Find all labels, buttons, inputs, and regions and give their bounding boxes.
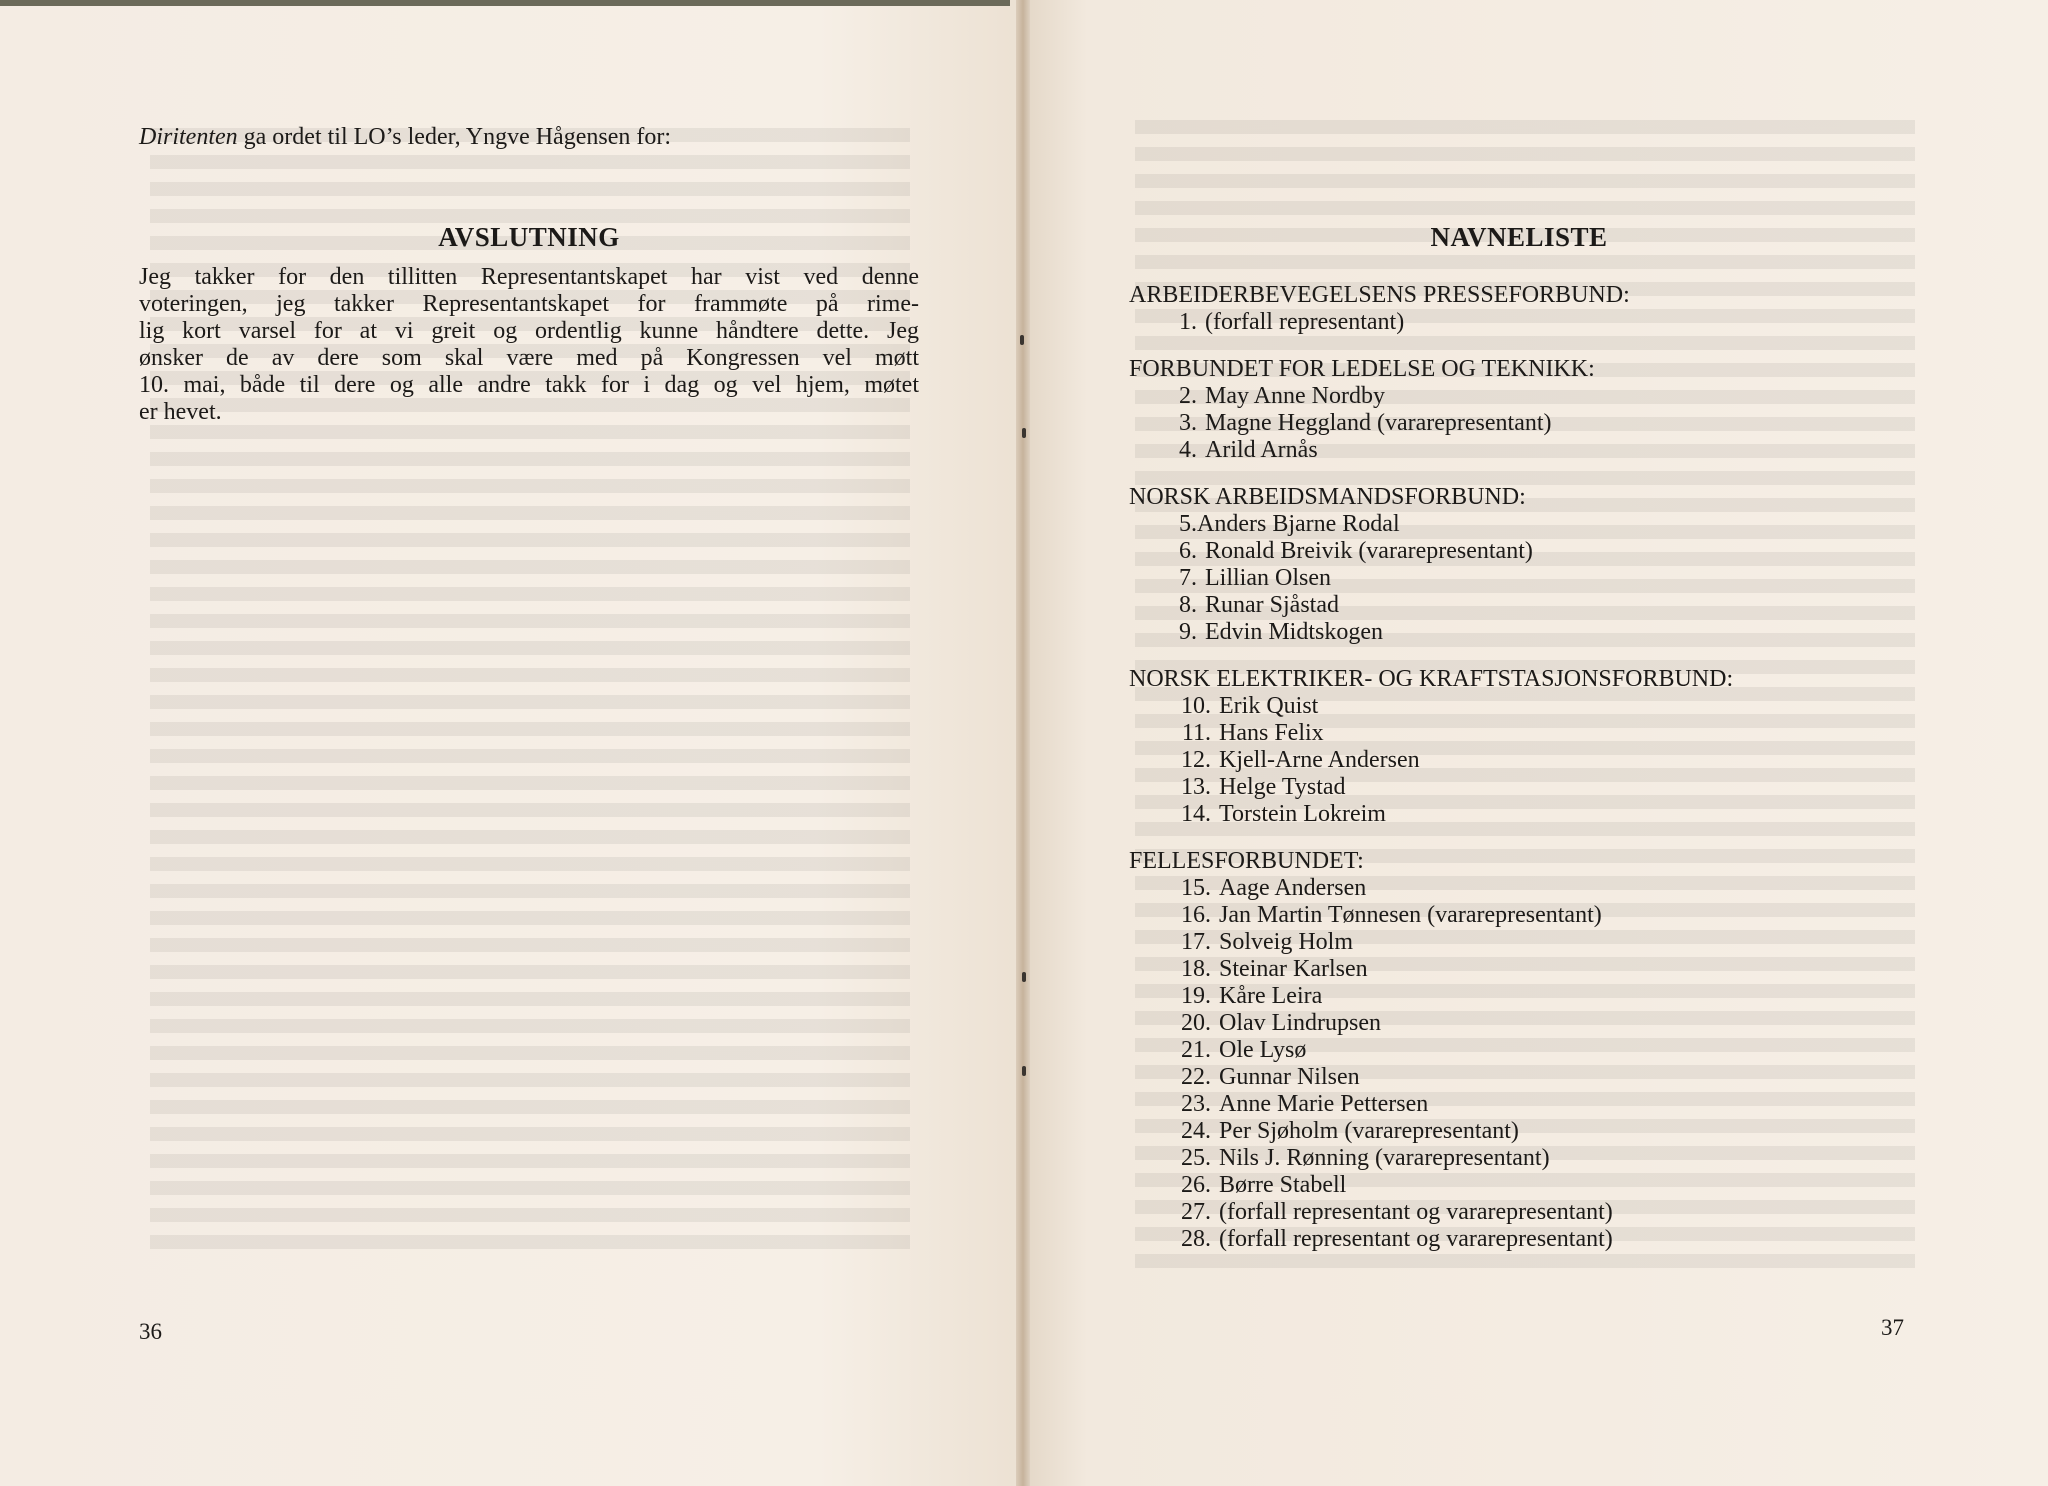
member-row <box>1129 437 1929 464</box>
member-name: Kåre Leira <box>1219 983 1323 1009</box>
member-name: Kjell-Arne Andersen <box>1219 747 1420 773</box>
member-number: 2. <box>1179 383 1197 409</box>
member-row <box>1129 592 1929 619</box>
member-row <box>1129 747 1929 774</box>
member-row <box>1129 1118 1929 1145</box>
member-name: Anne Marie Pettersen <box>1219 1091 1429 1117</box>
member-name: Edvin Midtskogen <box>1205 619 1383 645</box>
member-row <box>1129 1064 1929 1091</box>
union-group <box>1129 848 1929 1253</box>
member-name: Lillian Olsen <box>1205 565 1331 591</box>
section-heading: AVSLUTNING <box>438 222 620 252</box>
binding-mark <box>1022 428 1026 438</box>
member-row <box>1129 1199 1929 1226</box>
member-row <box>1129 956 1929 983</box>
member-row <box>1129 801 1929 828</box>
member-number: 11. <box>1181 720 1211 746</box>
member-number: 14. <box>1181 801 1211 827</box>
member-name: Arild Arnås <box>1205 437 1318 463</box>
union-group <box>1129 484 1929 646</box>
member-number: 5. <box>1179 511 1197 537</box>
paragraph-line: ønsker de av dere som skal være med på Kongressen vel møtt <box>139 345 919 371</box>
binding-mark <box>1022 1066 1026 1076</box>
union-group <box>1129 282 1929 336</box>
binding-mark <box>1020 335 1024 345</box>
member-name: Solveig Holm <box>1219 929 1354 955</box>
intro-text: ga ordet til LO’s leder, Yngve Hågensen for: <box>237 124 672 150</box>
member-row <box>1129 774 1929 801</box>
member-name: May Anne Nordby <box>1205 383 1385 409</box>
intro-line <box>139 122 919 152</box>
member-number: 20. <box>1181 1010 1211 1036</box>
member-row <box>1129 1226 1929 1253</box>
member-number: 24. <box>1181 1118 1211 1144</box>
member-number: 28. <box>1181 1226 1211 1252</box>
union-name: FORBUNDET FOR LEDELSE OG TEKNIKK: <box>1129 356 1595 382</box>
list-heading: NAVNELISTE <box>1430 222 1608 252</box>
union-group <box>1129 666 1929 828</box>
paragraph-line: lig kort varsel for at vi greit og ordentlig kunne håndtere dette. Jeg <box>139 318 919 344</box>
member-row <box>1129 565 1929 592</box>
union-name: NORSK ELEKTRIKER- OG KRAFTSTASJONSFORBUND: <box>1129 666 1734 692</box>
member-name: Hans Felix <box>1219 720 1324 746</box>
member-number: 23. <box>1181 1091 1211 1117</box>
member-row <box>1129 1091 1929 1118</box>
member-name: Aage Andersen <box>1219 875 1367 901</box>
paragraph-line: er hevet. <box>139 399 222 425</box>
page-number: 37 <box>1881 1315 1904 1340</box>
member-row <box>1129 875 1929 902</box>
member-row <box>1129 511 1929 538</box>
member-name: Runar Sjåstad <box>1205 592 1339 618</box>
member-number: 4. <box>1179 437 1197 463</box>
union-group <box>1129 356 1929 464</box>
member-name: Erik Quist <box>1219 693 1319 719</box>
paragraph-line: 10. mai, både til dere og alle andre takk for i dag og vel hjem, møtet <box>139 372 919 398</box>
member-row <box>1129 1037 1929 1064</box>
member-number: 10. <box>1181 693 1211 719</box>
binding-mark <box>1022 972 1026 982</box>
member-name: Steinar Karlsen <box>1219 956 1368 982</box>
member-name: Nils J. Rønning (vararepresentant) <box>1219 1145 1550 1171</box>
member-name: (forfall representant) <box>1205 309 1405 335</box>
name-list <box>1129 282 1929 1273</box>
member-row <box>1129 902 1929 929</box>
member-row <box>1129 929 1929 956</box>
union-name: FELLESFORBUNDET: <box>1129 848 1364 874</box>
member-name: Ole Lysø <box>1219 1037 1307 1063</box>
member-name: Børre Stabell <box>1219 1172 1347 1198</box>
member-name: Magne Heggland (vararepresentant) <box>1205 410 1552 436</box>
member-row <box>1129 1010 1929 1037</box>
member-row <box>1129 383 1929 410</box>
member-row <box>1129 983 1929 1010</box>
member-number: 18. <box>1181 956 1211 982</box>
member-row <box>1129 309 1929 336</box>
member-number: 21. <box>1181 1037 1211 1063</box>
member-name: (forfall representant og vararepresentant) <box>1219 1199 1613 1225</box>
closing-paragraph <box>139 264 919 426</box>
member-number: 25. <box>1181 1145 1211 1171</box>
member-number: 26. <box>1181 1172 1211 1198</box>
member-name: Jan Martin Tønnesen (vararepresentant) <box>1219 902 1602 928</box>
member-number: 9. <box>1179 619 1197 645</box>
member-name: Torstein Lokreim <box>1219 801 1386 827</box>
union-name: NORSK ARBEIDSMANDSFORBUND: <box>1129 484 1526 510</box>
member-name: Anders Bjarne Rodal <box>1197 511 1400 537</box>
paragraph-line: Jeg takker for den tillitten Representantskapet har vist ved denne <box>139 264 919 290</box>
member-number: 22. <box>1181 1064 1211 1090</box>
member-number: 7. <box>1179 565 1197 591</box>
page-top-edge <box>0 0 1010 6</box>
member-row <box>1129 720 1929 747</box>
page-number: 36 <box>139 1319 162 1344</box>
member-row <box>1129 410 1929 437</box>
member-number: 27. <box>1181 1199 1211 1225</box>
speaker-name: Diritenten <box>139 124 238 150</box>
member-name: Helge Tystad <box>1219 774 1346 800</box>
book-gutter <box>1016 0 1030 1486</box>
member-row <box>1129 1172 1929 1199</box>
member-row <box>1129 1145 1929 1172</box>
member-number: 16. <box>1181 902 1211 928</box>
union-name: ARBEIDERBEVEGELSENS PRESSEFORBUND: <box>1129 282 1630 308</box>
member-number: 8. <box>1179 592 1197 618</box>
paragraph-line: voteringen, jeg takker Representantskapet for frammøte på rime- <box>139 291 919 317</box>
member-number: 13. <box>1181 774 1211 800</box>
member-number: 3. <box>1179 410 1197 436</box>
member-row <box>1129 619 1929 646</box>
member-row <box>1129 693 1929 720</box>
member-number: 1. <box>1179 309 1197 335</box>
member-number: 17. <box>1181 929 1211 955</box>
member-name: (forfall representant og vararepresentant) <box>1219 1226 1613 1252</box>
member-row <box>1129 538 1929 565</box>
member-number: 15. <box>1181 875 1211 901</box>
member-number: 6. <box>1179 538 1197 564</box>
member-name: Per Sjøholm (vararepresentant) <box>1219 1118 1519 1144</box>
member-number: 12. <box>1181 747 1211 773</box>
member-name: Gunnar Nilsen <box>1219 1064 1360 1090</box>
member-name: Olav Lindrupsen <box>1219 1010 1381 1036</box>
member-number: 19. <box>1181 983 1211 1009</box>
member-name: Ronald Breivik (vararepresentant) <box>1205 538 1533 564</box>
